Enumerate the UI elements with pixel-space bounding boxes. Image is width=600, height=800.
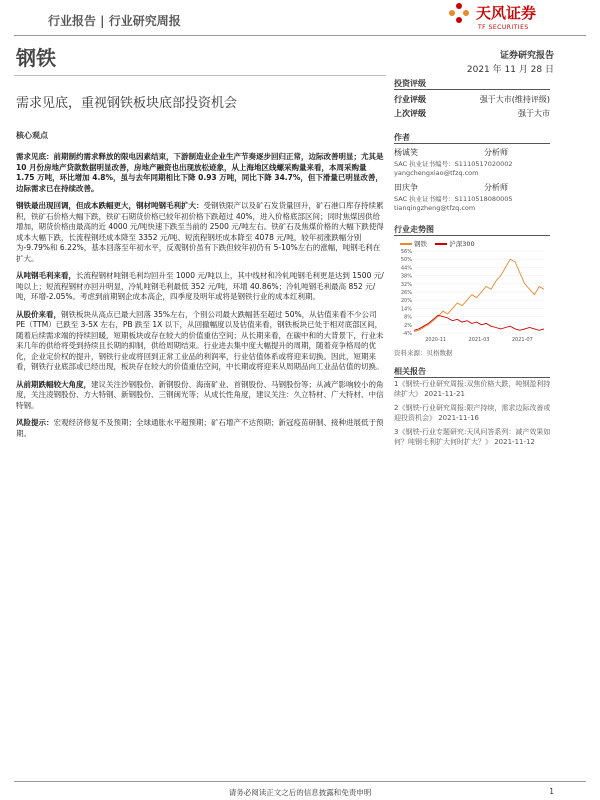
related-item[interactable]: 3《钢铁-行业专题研究:天风问答系列：减产效果如何？吨钢毛利扩大何时扩大？》 2021-11-12 xyxy=(394,428,551,446)
related-item[interactable]: 2《钢铁-行业研究周报:限产持续，需求边际改善或迎投资机会》 2021-11-16 xyxy=(394,404,551,422)
y-tick-label: 20% xyxy=(400,298,412,305)
paragraph-text: 宏观经济修复不及预期；全球通胀水平超预期；矿石增产不达预期；新冠疫苗研制、接种进展低于预期。 xyxy=(16,418,384,438)
core-heading: 核心观点 xyxy=(16,131,48,140)
footer-disclaimer: 请务必阅读正文之后的信息披露和免责申明 xyxy=(228,788,372,797)
brand-logo xyxy=(448,2,558,36)
y-tick-label: 38% xyxy=(400,273,412,280)
chart-source: 资料来源：贝格数据 xyxy=(394,349,453,357)
author-sac: SAC 执业证书编号：S1110518080005 xyxy=(394,195,513,203)
series-line xyxy=(414,259,544,331)
legend-label: 钢铁 xyxy=(414,240,427,248)
industry-perf-chart xyxy=(392,247,552,347)
y-tick-label: 14% xyxy=(400,306,412,313)
y-tick-label: 2% xyxy=(404,322,412,329)
related-list xyxy=(394,379,552,451)
rating-heading: 投资评级 xyxy=(394,79,426,88)
y-tick-label: 32% xyxy=(400,281,412,288)
perf-divider xyxy=(394,235,550,236)
sector-title: 钢铁 xyxy=(16,46,56,70)
header-divider xyxy=(14,35,586,36)
paragraph-text: 钢铁板块从高点已最大回落 35%左右，个别公司最大跌幅甚至超过 50%，从估值来看不少公司 PE（TTM）已跌至 3-5X 左右，PB 跌至 1X 以下，从回撤幅度以及估值来看，钢铁板块已处于相对底部区间，随着后续需求端的持续回暖，短期板块或存在较大的价值重估空间；从长期来看，在碳中和的大背景下，行业未来几年的供给将受到持续且长期的抑制，供给周期结束。行业进去集中度大幅提升的周期，随着竞争格局的优化，企业定价权的提升，钢铁行业或将回到正常工业品的利润率，行业估值体系或将迎来切换。因此，短期来看，钢铁行业底部或已经出现，板块存在较大的价值重估空间，中长期或将迎来从周期品向工业品估值的切换。 xyxy=(16,309,384,371)
rating-row xyxy=(394,94,550,105)
core-body xyxy=(16,152,384,446)
rating-key: 行业评级 xyxy=(394,95,426,104)
body-paragraph xyxy=(16,310,384,373)
report-type: 证券研究报告 xyxy=(499,51,554,61)
author-role: 分析师 xyxy=(484,148,508,157)
legend-label: 沪深300 xyxy=(449,240,475,248)
body-paragraph xyxy=(16,201,384,264)
author-sac: SAC 执业证书编号：S1110517020002 xyxy=(394,160,513,168)
footer-divider xyxy=(14,781,586,782)
related-item[interactable]: 1《钢铁-行业研究周报:双焦价格大跌，吨钢盈利持续扩大》 2021-11-21 xyxy=(394,380,551,398)
legend-swatch xyxy=(435,243,447,245)
report-date: 2021 年 11 月 28 日 xyxy=(466,65,554,75)
y-tick-label: 26% xyxy=(400,290,412,296)
page-number: 1 xyxy=(549,787,554,796)
paragraph-text: 建议关注沙钢股份、新钢股份、海南矿业、首钢股份、马钢股份等；从减产影响较小的角度，关注凌钢股份、方大特钢、新钢股份、三钢闽光等；从成长性角度，建议关注：久立特材、广大特材、中信特钢。 xyxy=(16,379,384,410)
author-role: 分析师 xyxy=(484,183,508,192)
y-tick-label: -4% xyxy=(402,331,412,337)
paragraph-lead: 从股价来看， xyxy=(16,309,61,319)
paragraph-lead: 钢铁最出现回调，但成本跌幅更大，钢材吨钢毛利扩大： xyxy=(16,201,204,210)
author-email[interactable]: tianqingzheng@tfzq.com xyxy=(394,204,476,212)
y-tick-label: 44% xyxy=(400,265,412,272)
title-divider xyxy=(14,75,386,76)
report-category: 行业报告 | 行业研究周报 xyxy=(48,14,181,28)
author-name: 杨诚笑 xyxy=(394,148,418,157)
legend-swatch xyxy=(400,243,412,245)
paragraph-lead: 需求见底：前期制约需求释放的限电因素结束，下游制造业企业生产节奏逐步回归正常，边际改善明显；尤其是 10 月份房地产贷款数据明显改善，房地产融资也出现放松迹象，从上海地区线螺采购量来看，本周采购量 1.75 万吨，环比增加 4.8%，虽与去年同期相比下降 0.93 万吨，同比下降 34.7%，但下滑量已明显改善，边际需求已在持续改善。 xyxy=(16,152,384,193)
body-paragraph xyxy=(16,380,384,412)
paragraph-lead: 从吨钢毛利来看， xyxy=(16,271,76,280)
y-tick-label: 56% xyxy=(400,249,412,255)
author-email[interactable]: yangchengxiao@tfzq.com xyxy=(394,169,479,177)
report-title: 需求见底，重视钢铁板块底部投资机会 xyxy=(16,96,238,111)
x-tick-label: 2020-11 xyxy=(425,337,447,343)
related-divider xyxy=(394,377,550,378)
paragraph-lead: 从前期跌幅较大角度， xyxy=(16,379,91,389)
rating-value: 强于大市(维持评级) xyxy=(479,95,550,104)
brand-mark-icon xyxy=(448,2,470,24)
y-tick-label: 8% xyxy=(404,314,412,321)
brand-name-en: TF SECURITIES xyxy=(478,24,529,31)
series-line xyxy=(414,315,544,330)
x-tick-label: 2021-07 xyxy=(511,337,533,343)
rating-key: 上次评级 xyxy=(394,109,426,118)
x-tick-label: 2021-03 xyxy=(468,337,490,343)
authors-divider xyxy=(394,143,550,144)
rating-row xyxy=(394,108,550,119)
paragraph-text: 受钢铁限产以及矿石发货量回升，矿石港口库存持续累积，铁矿石价格大幅下跌，铁矿石期货价格已较年初价格下跌超过 40%，进入价格底部区间；同时焦煤因供给增加，期货价格由最高的近 4000 元/吨快速下跌至当前的 2500 元/吨左右。铁矿石及焦煤价格的大幅下跌使得成本大幅下跌，长流程钢坯成本降至 3352 元/吨、短流程钢坯成本降至 4078 元/吨，较年初涨跌幅分别为-9.79%和 6.22%，基本回落至年初水平，反观钢价虽有下跌但较年初仍有 5-10%左右的涨幅，吨钢毛利在扩大。 xyxy=(16,201,384,263)
body-paragraph xyxy=(16,271,384,303)
paragraph-text: 长流程钢材吨钢毛利均回升至 1000 元/吨以上，其中线材和冷轧吨钢毛利更是达到 1500 元/吨以上；短流程钢材亦回升明显，冷轧吨钢毛利最低 352 元/吨，环增 40.86%；冷轧吨钢毛利最高 852 元/吨，环增-2.05%。考虑到前期钢企成本高企，四季度及明年或将是钢铁行业的成本红利期。 xyxy=(16,271,384,301)
rating-divider xyxy=(394,89,550,90)
paragraph-lead: 风险提示： xyxy=(16,418,54,427)
perf-heading: 行业走势图 xyxy=(394,225,434,234)
body-paragraph xyxy=(16,152,384,194)
rating-value: 强于大市 xyxy=(518,109,550,118)
brand-name-cn: 天风证券 xyxy=(476,4,537,22)
y-tick-label: 50% xyxy=(400,257,412,264)
authors-heading: 作者 xyxy=(394,133,410,142)
related-heading: 相关报告 xyxy=(394,367,426,376)
body-paragraph xyxy=(16,418,384,439)
author-name: 田庆争 xyxy=(394,183,418,192)
